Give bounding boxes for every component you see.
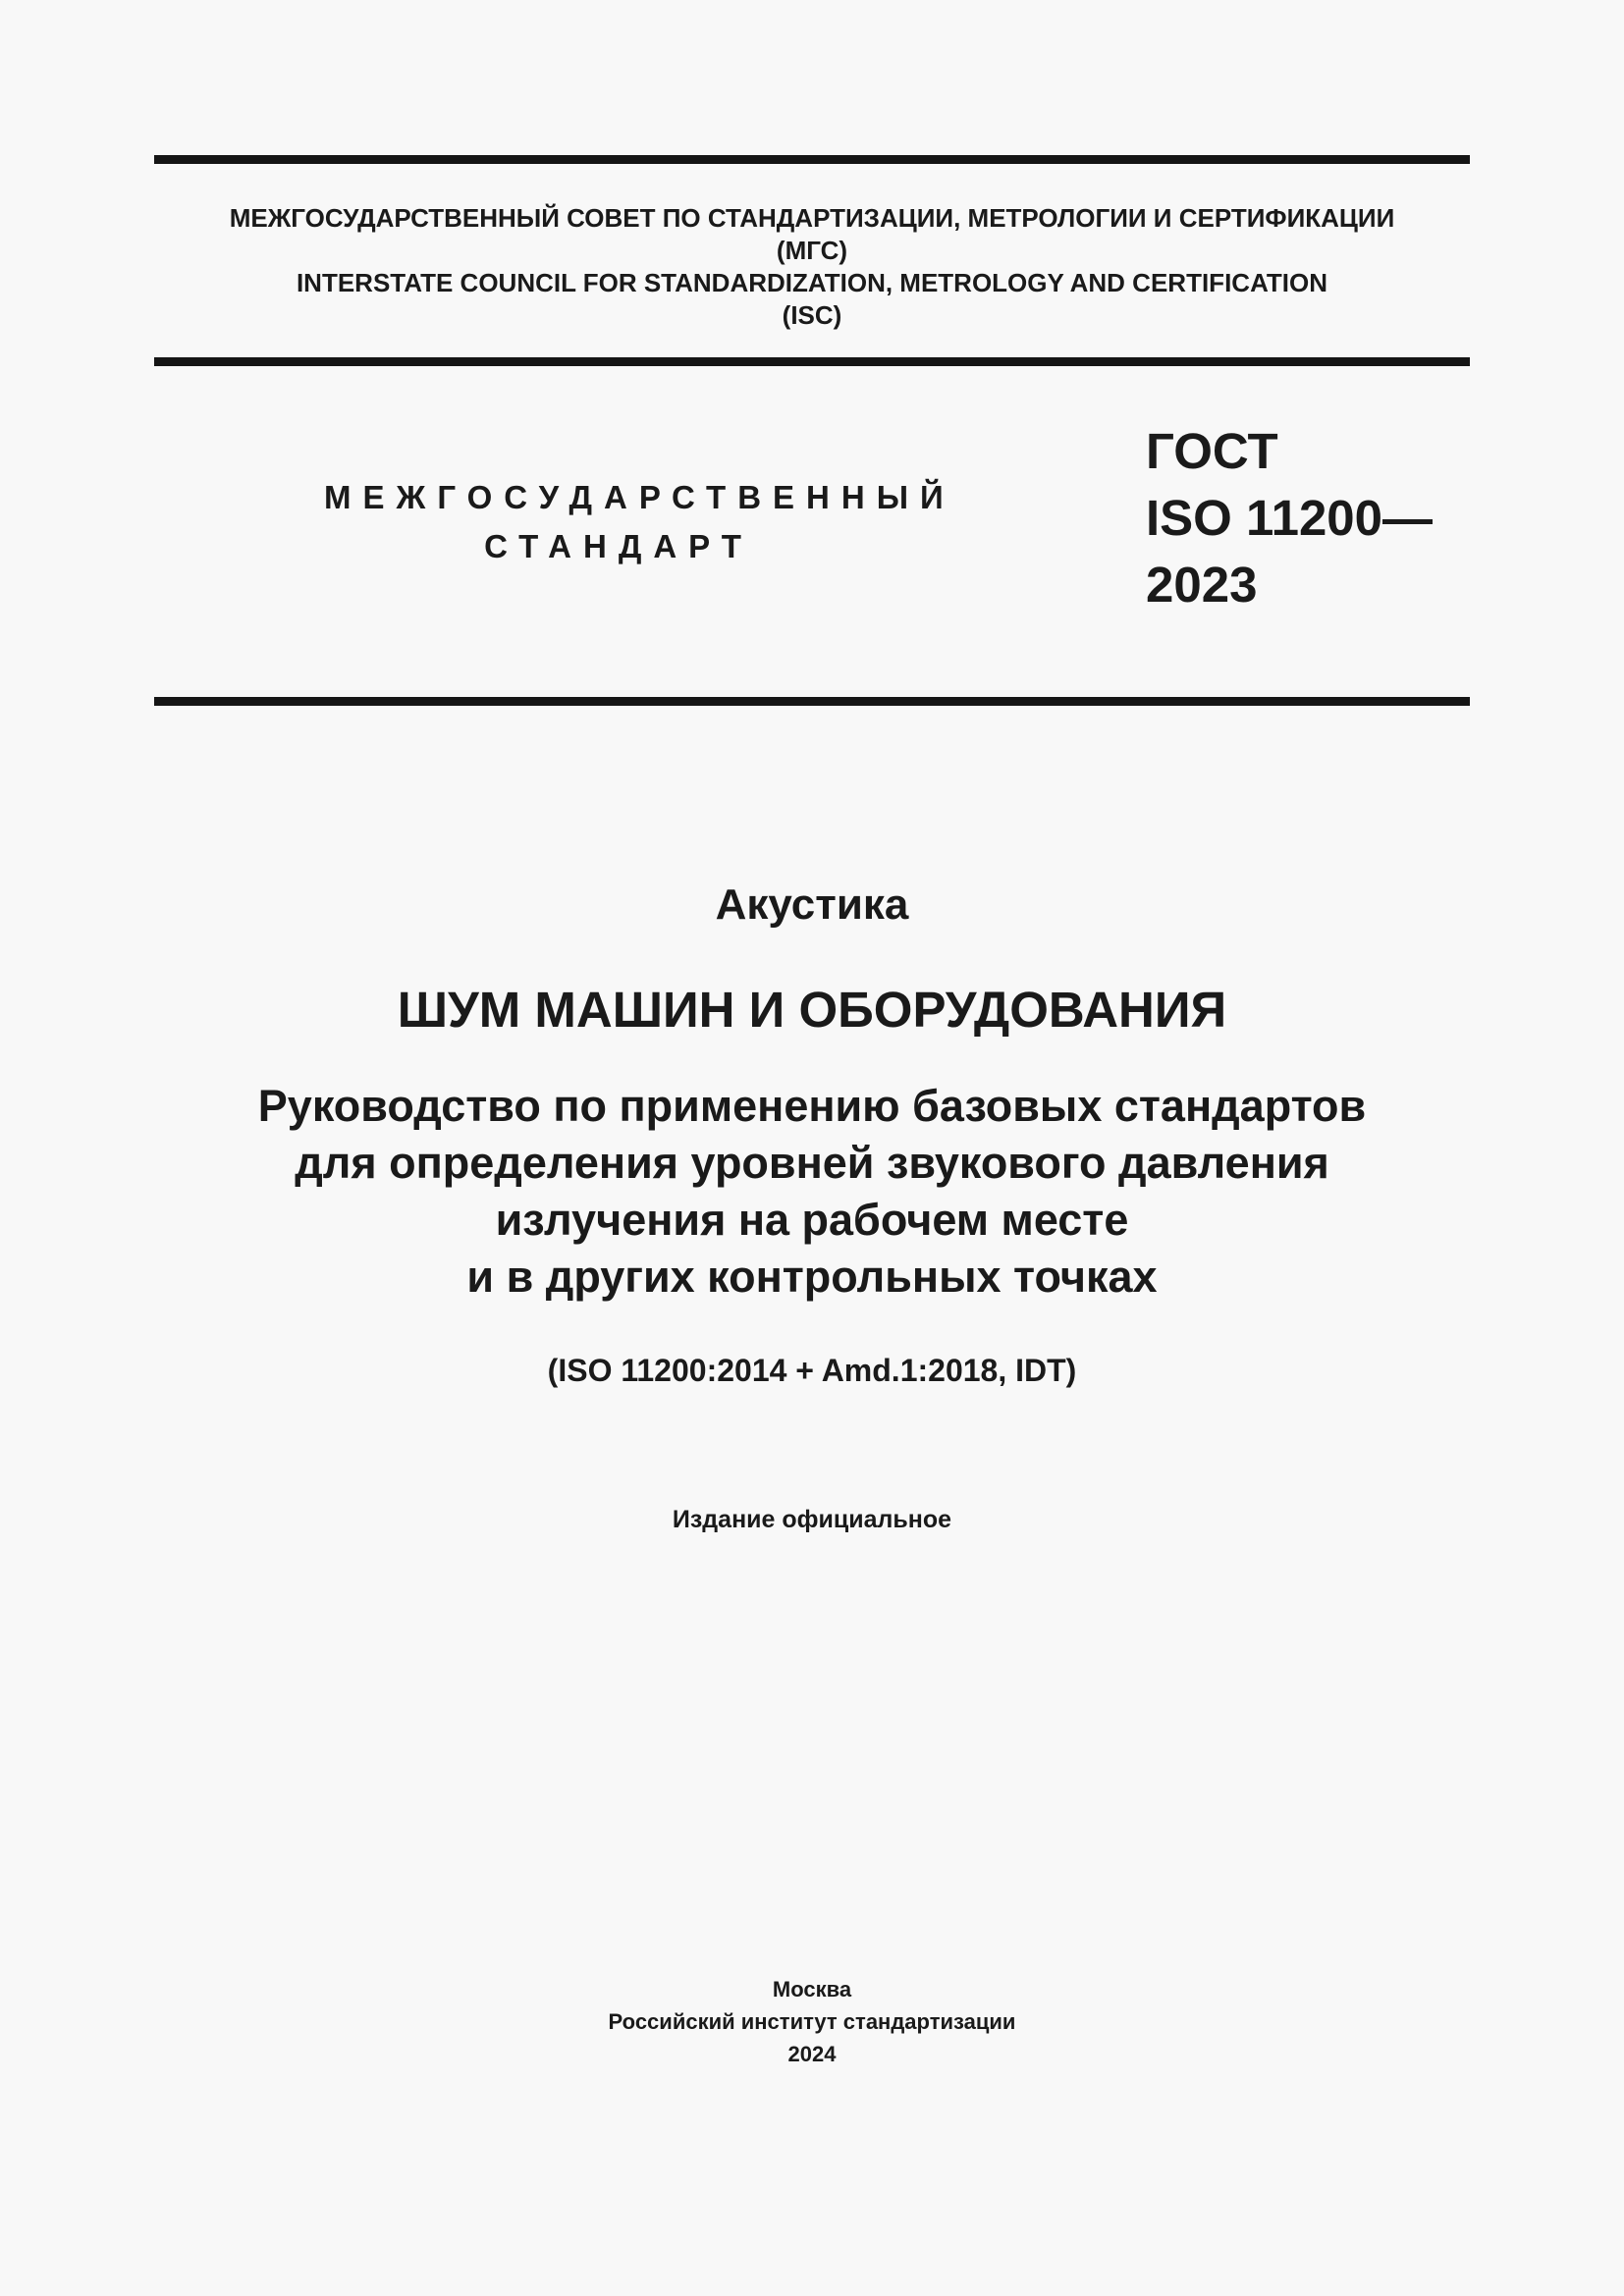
imprint	[154, 1973, 1470, 2070]
top-divider	[154, 155, 1470, 164]
edition-note: Издание официальное	[672, 1506, 952, 1533]
council-name-en: INTERSTATE COUNCIL FOR STANDARDIZATION, METROLOGY AND CERTIFICATION	[296, 268, 1328, 297]
designation-line-3: 2023	[1146, 557, 1258, 613]
council-abbr-ru: (МГС)	[776, 236, 848, 265]
standard-kind-line-1: МЕЖГОСУДАРСТВЕННЫЙ	[324, 479, 955, 515]
council-name-ru: МЕЖГОСУДАРСТВЕННЫЙ СОВЕТ ПО СТАНДАРТИЗАЦИИ, МЕТРОЛОГИИ И СЕРТИФИКАЦИИ	[229, 203, 1395, 233]
imprint-publisher: Российский институт стандартизации	[608, 2009, 1016, 2034]
standard-designation	[1146, 418, 1433, 618]
designation-line-2: ISO 11200—	[1146, 490, 1434, 546]
general-title: Акустика	[715, 881, 909, 929]
subtitle-line: Руководство по применению базовых стандартов	[257, 1081, 1367, 1131]
council-header	[154, 202, 1470, 332]
subtitle-line: излучения на рабочем месте	[495, 1195, 1129, 1245]
subtitle	[154, 1078, 1470, 1306]
imprint-city: Москва	[772, 1977, 852, 2002]
main-title: ШУМ МАШИН И ОБОРУДОВАНИЯ	[397, 982, 1227, 1038]
standard-kind-line-2: СТАНДАРТ	[484, 528, 753, 564]
iso-reference: (ISO 11200:2014 + Amd.1:2018, IDT)	[547, 1353, 1077, 1388]
council-abbr-en: (ISC)	[782, 300, 842, 330]
designation-divider	[154, 697, 1470, 706]
subtitle-line: и в других контрольных точках	[466, 1252, 1158, 1302]
council-divider	[154, 357, 1470, 366]
designation-line-1: ГОСТ	[1146, 423, 1278, 479]
subtitle-line: для определения уровней звукового давления	[295, 1138, 1329, 1188]
imprint-year: 2024	[787, 2042, 837, 2066]
standard-kind	[324, 473, 955, 571]
